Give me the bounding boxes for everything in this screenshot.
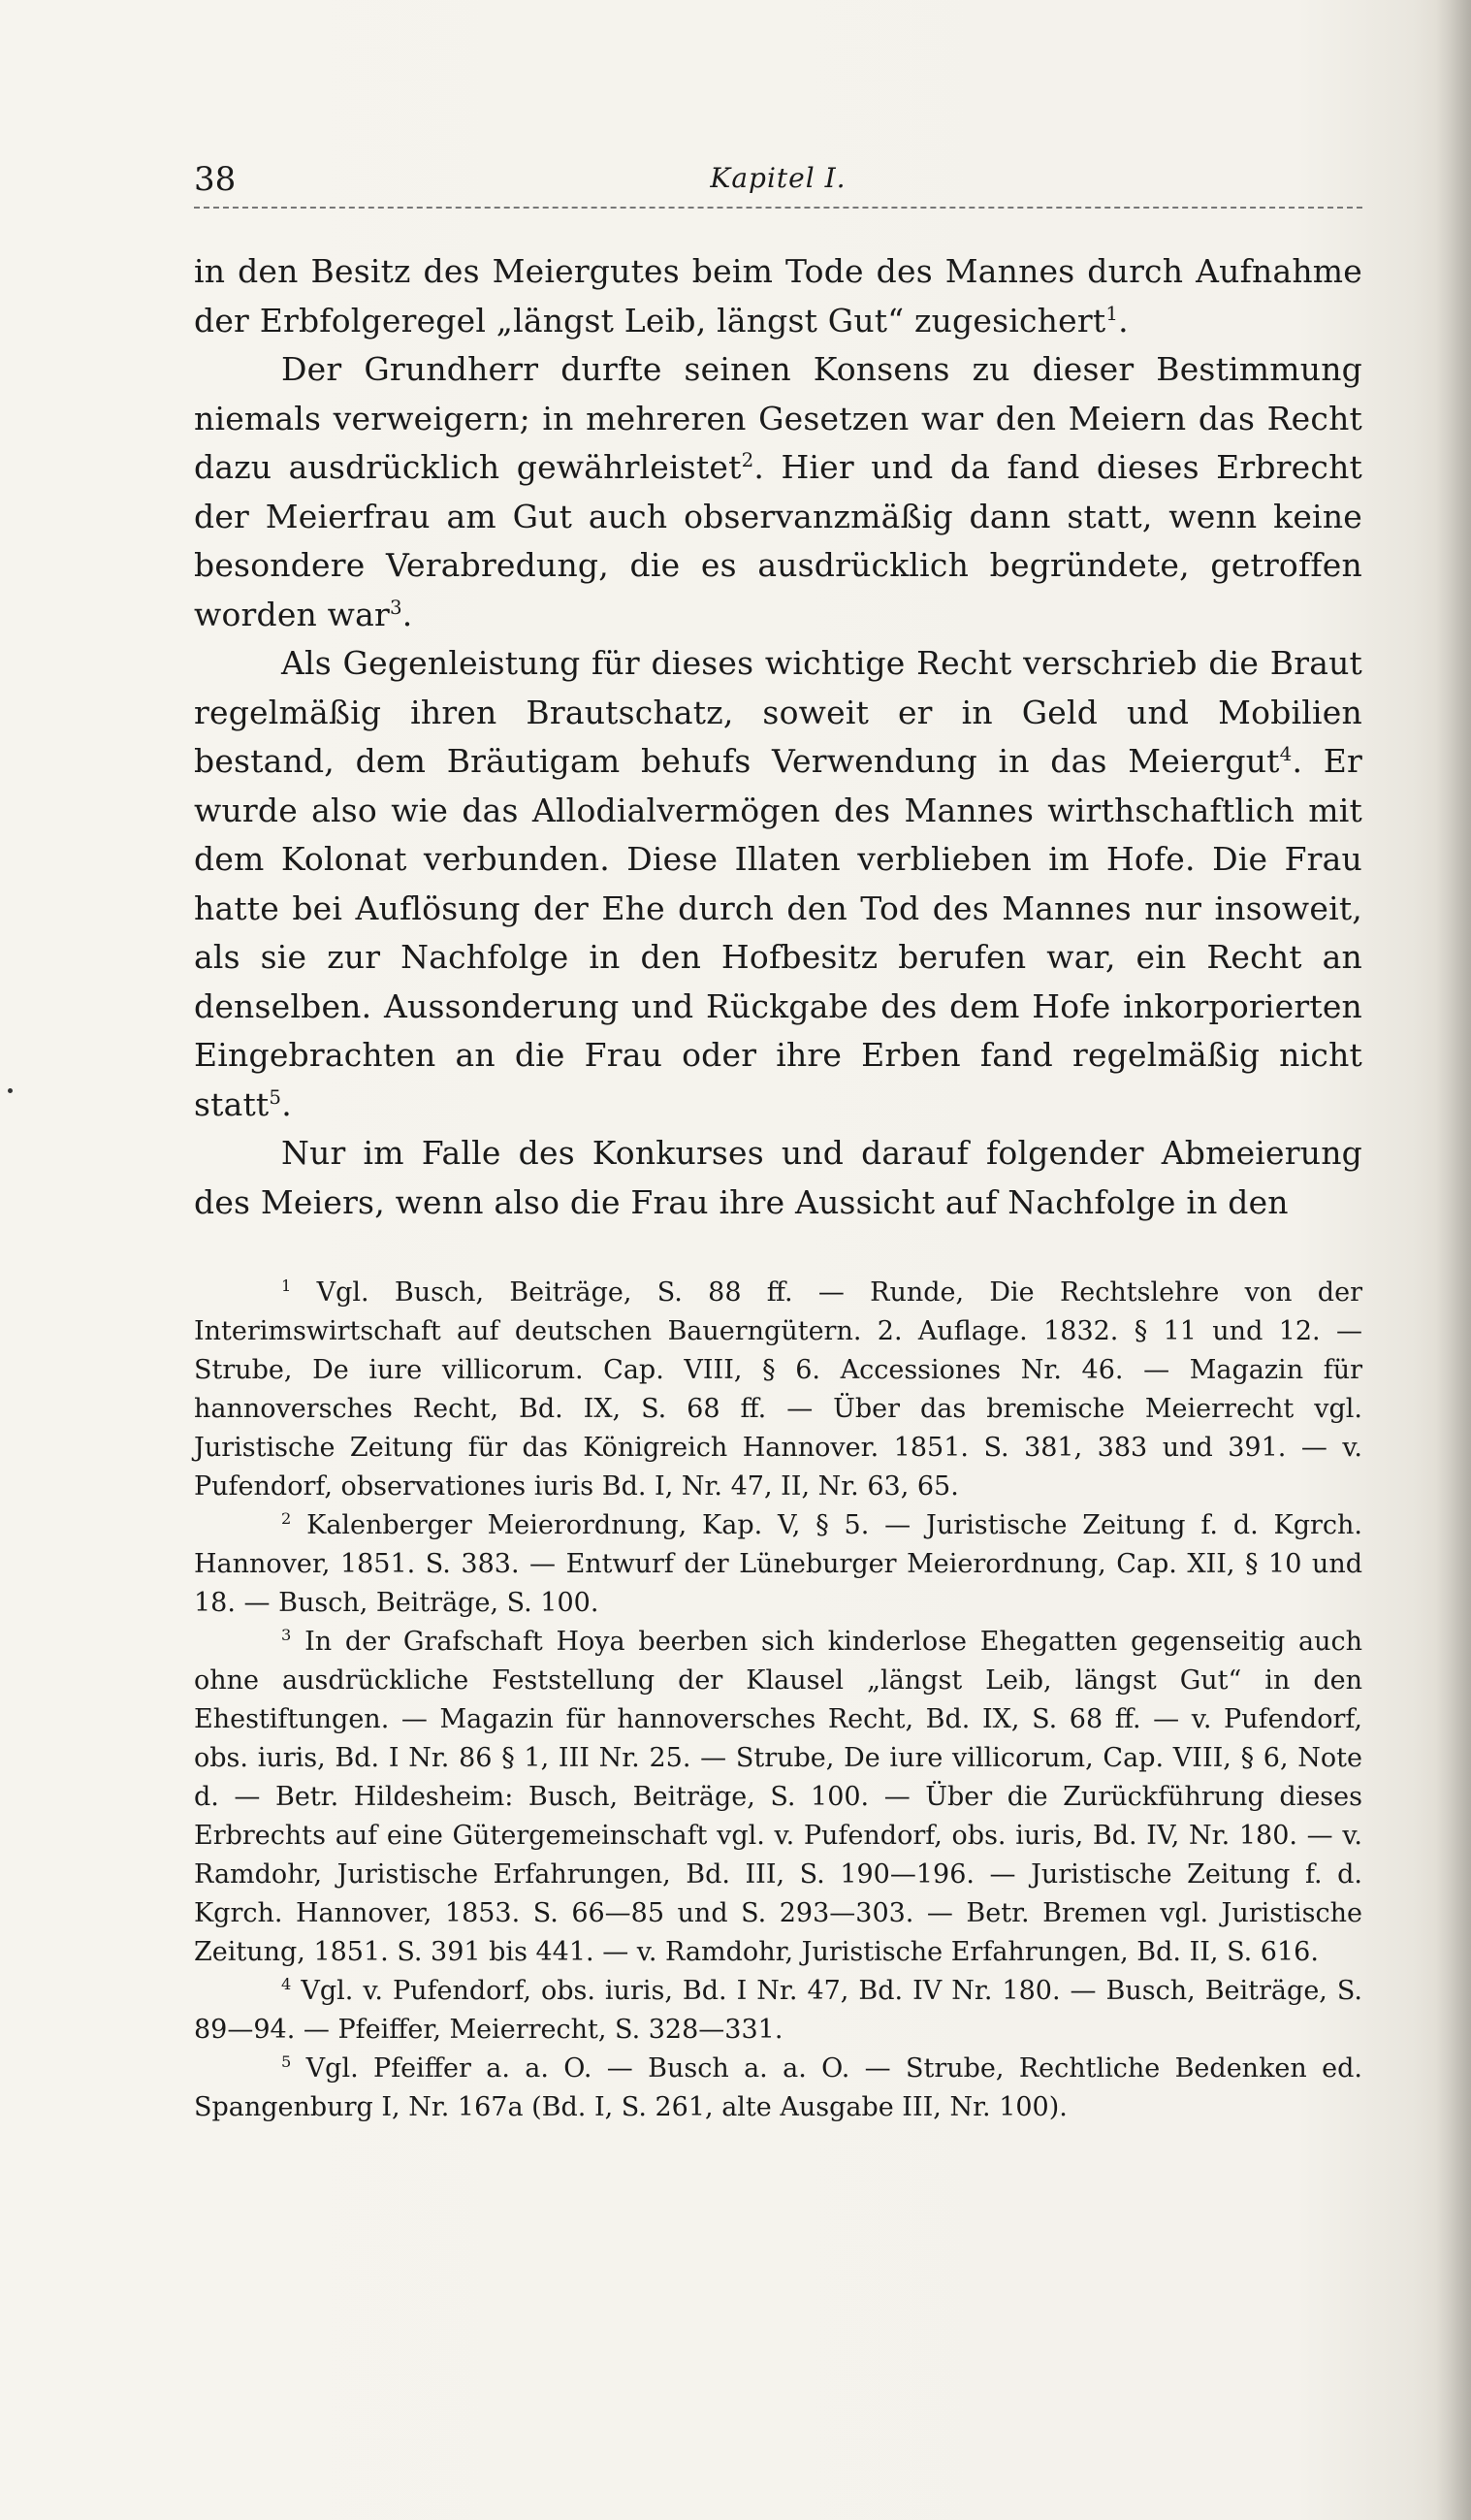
footnote-number: 1 <box>281 1276 292 1295</box>
footnote-number: 3 <box>281 1626 292 1644</box>
paragraph-3: Als Gegenleistung für dieses wichtige Recht verschrieb die Braut regelmäßig ihren Brautschatz, soweit er in Geld und Mobilien bestand, dem Bräutigam behufs Verwendung in das Meiergut$^4$. Er wurde also wie das Allodialvermögen des Mannes wirthschaftlich mit dem Kolonat verbunden. Diese Illaten verblieben im Hofe. Die Frau hatte bei Auflösung der Ehe durch den Tod des Mannes nur insoweit, als sie zur Nachfolge in den Hofbesitz berufen war, ein Recht an denselben. Aussonderung und Rückgabe des dem Hofe inkorporierten Eingebrachten an die Frau oder ihre Erben fand regelmäßig nicht statt$^5$. <box>194 644 1362 1123</box>
footnote-4: $^4$ Vgl. v. Pufendorf, obs. iuris, Bd. I Nr. 47, Bd. IV Nr. 180. — Busch, Beiträge, S. 89—94. — Pfeiffer, Meierrecht, S. 328—331. <box>194 1975 1362 2045</box>
footnote-ref-3: 3 <box>389 596 402 619</box>
main-text <box>194 247 1362 1227</box>
page-header <box>194 160 1362 209</box>
footnote-3: $^3$ In der Grafschaft Hoya beerben sich kinderlose Ehegatten gegenseitig auch ohne ausdrückliche Feststellung der Klausel „längst Leib, längst Gut“ in den Ehestiftungen. — Magazin für hannoversches Recht, Bd. IX, S. 68 ff. — v. Pufendorf, obs. iuris, Bd. I Nr. 86 § 1, III Nr. 25. — Strube, De iure villicorum, Cap. VIII, § 6, Note d. — Betr. Hildesheim: Busch, Beiträge, S. 100. — Über die Zurückführung dieses Erbrechts auf eine Gütergemeinschaft vgl. v. Pufendorf, obs. iuris, Bd. IV, Nr. 180. — v. Ramdohr, Juristische Erfahrungen, Bd. III, S. 190—196. — Juristische Zeitung f. d. Kgrch. Hannover, 1853. S. 66—85 und S. 293—303. — Betr. Bremen vgl. Juristische Zeitung, 1851. S. 391 bis 441. — v. Ramdohr, Juristische Erfahrungen, Bd. II, S. 616. <box>194 1626 1362 1967</box>
margin-dot <box>8 1088 13 1093</box>
footnote-ref-5: 5 <box>269 1085 282 1109</box>
running-head: Kapitel I. <box>710 162 847 194</box>
paragraph-4: Nur im Falle des Konkurses und darauf folgender Abmeierung des Meiers, wenn also die Frau ihre Aussicht auf Nachfolge in den <box>194 1134 1362 1221</box>
footnote-number: 4 <box>281 1975 292 1993</box>
footnote-1: $^1$ Vgl. Busch, Beiträge, S. 88 ff. — Runde, Die Rechtslehre von der Interimswirtschaft auf deutschen Bauerngütern. 2. Auflage. 1832. § 11 und 12. — Strube, De iure villicorum. Cap. VIII, § 6. Accessiones Nr. 46. — Magazin für hannoversches Recht, Bd. IX, S. 68 ff. — Über das bremische Meierrecht vgl. Juristische Zeitung für das Königreich Hannover. 1851. S. 381, 383 und 391. — v. Pufendorf, observationes iuris Bd. I, Nr. 47, II, Nr. 63, 65. <box>194 1276 1362 1502</box>
footnote-number: 2 <box>281 1509 292 1528</box>
footnote-5: $^5$ Vgl. Pfeiffer a. a. O. — Busch a. a. O. — Strube, Rechtliche Bedenken ed. Spangenburg I, Nr. 167a (Bd. I, S. 261, alte Ausgabe III, Nr. 100). <box>194 2052 1362 2122</box>
footnote-number: 5 <box>281 2052 292 2071</box>
footnote-2: $^2$ Kalenberger Meierordnung, Kap. V, § 5. — Juristische Zeitung f. d. Kgrch. Hannover, 1851. S. 383. — Entwurf der Lüneburger Meierordnung, Cap. XII, § 10 und 18. — Busch, Beiträge, S. 100. <box>194 1509 1362 1618</box>
paragraph-1: in den Besitz des Meiergutes beim Tode des Mannes durch Aufnahme der Erbfolgeregel „längst Leib, längst Gut“ zugesichert$^1$. <box>194 252 1362 339</box>
footnotes <box>194 1274 1362 2127</box>
footnote-ref-2: 2 <box>741 449 754 471</box>
header-rule <box>194 207 1362 209</box>
page-number: 38 <box>194 160 237 199</box>
paragraph-2: Der Grundherr durfte seinen Konsens zu dieser Bestimmung niemals verweigern; in mehreren Gesetzen war den Meiern das Recht dazu ausdrücklich gewährleistet$^2$. Hier und da fand dieses Erbrecht der Meierfrau am Gut auch observanzmäßig dann statt, wenn keine besondere Verabredung, die es ausdrücklich begründete, getroffen worden war$^3$. <box>194 350 1362 633</box>
footnote-ref-1: 1 <box>1105 302 1119 325</box>
footnote-ref-4: 4 <box>1279 743 1293 765</box>
page-edge-shadow <box>1436 0 1471 2520</box>
